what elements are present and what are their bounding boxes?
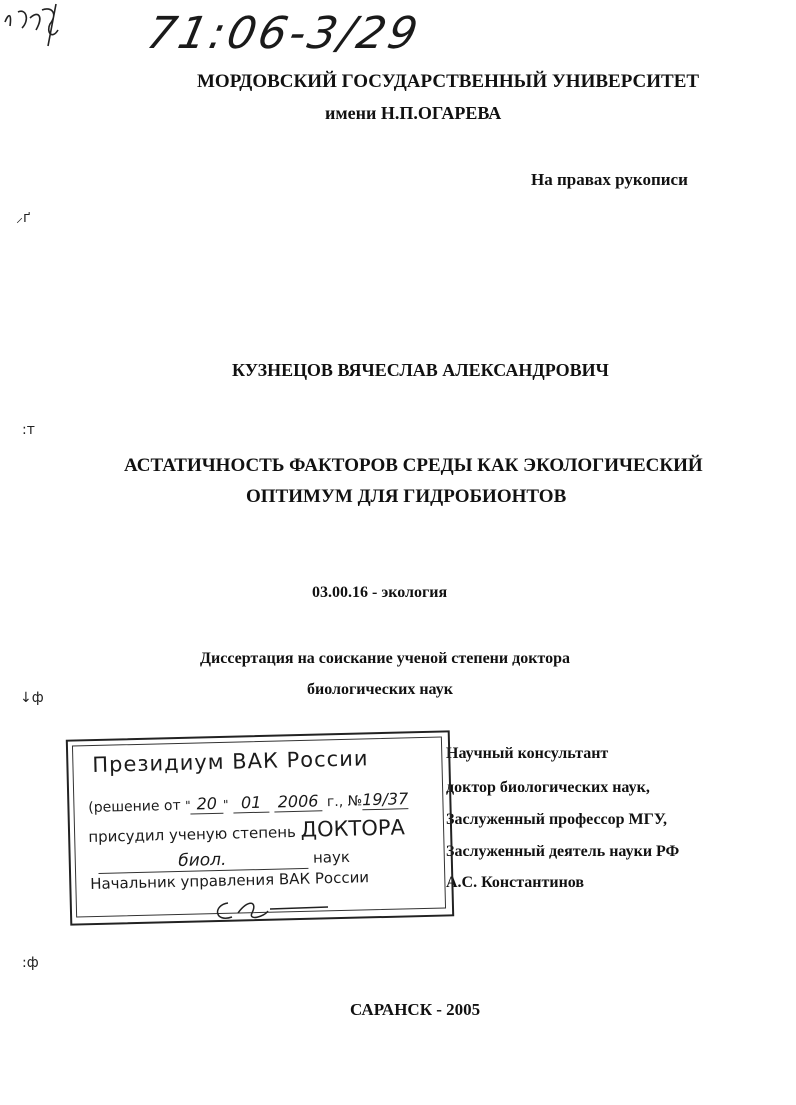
thesis-type-line1: Диссертация на соискание ученой степени доктора [200,650,570,667]
manuscript-note: На правах рукописи [531,170,688,189]
thesis-title-line1: АСТАТИЧНОСТЬ ФАКТОРОВ СРЕДЫ КАК ЭКОЛОГИЧЕСКИЙ [124,455,703,476]
stamp-decision-prefix: (решение от [88,797,181,816]
stamp-field: биол. [98,848,308,874]
thesis-type-line2: биологических наук [307,681,453,698]
stamp-signature [208,893,338,927]
university-name: МОРДОВСКИЙ ГОСУДАРСТВЕННЫЙ УНИВЕРСИТЕТ [197,71,700,92]
consultant-role: Научный консультант [446,745,609,762]
stamp-number: 19/37 [361,789,409,810]
author-name: КУЗНЕЦОВ ВЯЧЕСЛАВ АЛЕКСАНДРОВИЧ [232,360,609,380]
stamp-degree: ДОКТОРА [300,815,406,842]
university-named-after: имени Н.П.ОГАРЕВА [325,103,502,123]
specialty: 03.00.16 - экология [312,584,448,601]
city-year: САРАНСК - 2005 [350,1000,481,1019]
stamp-office: Начальник управления ВАК России [90,868,370,893]
archive-code: 71:06-3/29 [142,8,425,59]
vak-stamp [68,735,453,925]
stamp-year: 2006 [274,791,323,812]
stamp-awarded-prefix: присудил ученую степень [88,822,297,846]
margin-mark-3: ↓ф [20,690,44,706]
consultant-title2: Заслуженный деятель науки РФ [446,843,680,860]
stamp-month: 01 [233,793,270,814]
stamp-decision-line: (решение от " 20 " 01 2006 г., №19/37 [88,789,409,816]
stamp-field-suffix: наук [312,847,351,867]
stamp-year-suffix: г., № [326,793,363,811]
margin-mark-2: :т [22,422,35,438]
stamp-day: 20 [190,794,223,815]
thesis-title-line2: ОПТИМУМ ДЛЯ ГИДРОБИОНТОВ [246,486,567,507]
margin-mark-1: ⸝ґ [16,210,31,226]
consultant-degree: доктор биологических наук, [446,779,650,796]
consultant-title1: Заслуженный профессор МГУ, [446,811,667,828]
consultant-name: А.С. Константинов [446,874,585,891]
stamp-header: Президиум ВАК России [92,746,369,777]
manuscript-number-scribble [0,0,70,48]
margin-mark-4: :ф [22,955,39,971]
